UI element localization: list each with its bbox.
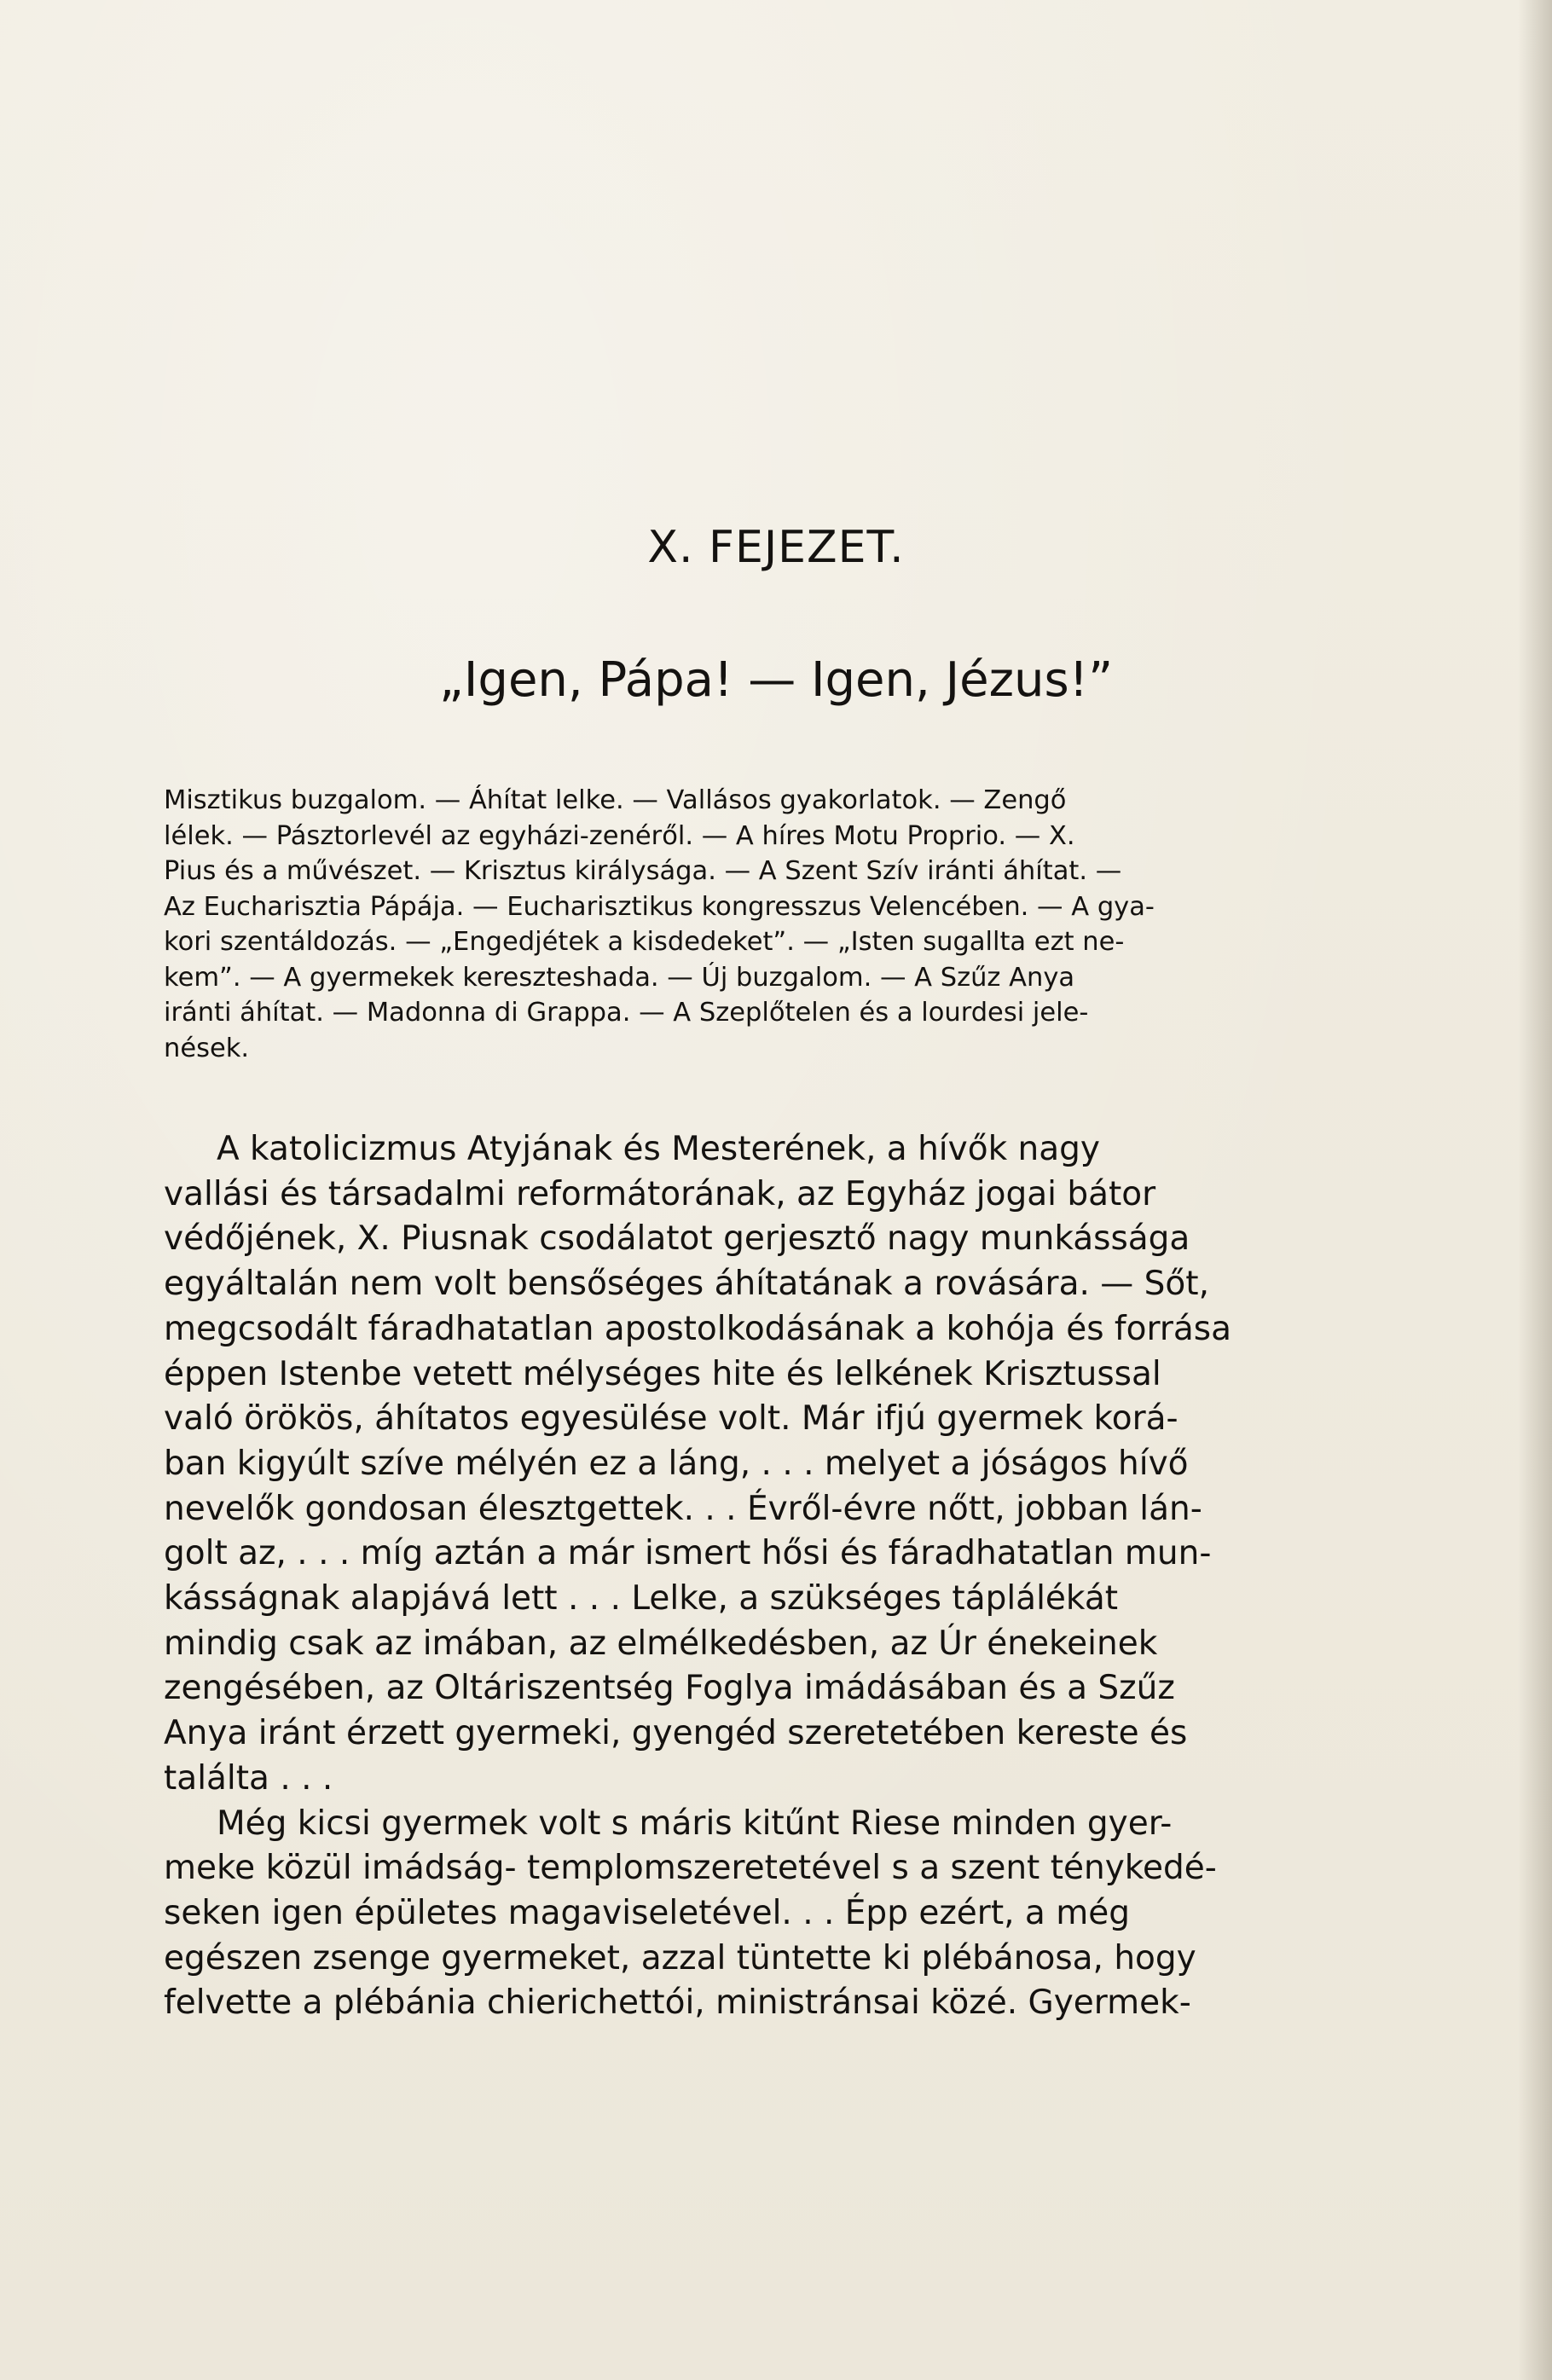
paragraph: A katolicizmus Atyjának és Mesterének, a hívők nagy vallási és társadalmi reformátorának, az Egyház jogai bátor védőjének, X. Piusnak csodálatot gerjesztő nagy munkássága egyáltalán nem volt bensőséges áhítatának a rovására. — Sőt, megcsodált fáradhatatlan apostolkodásának a kohója és forrása éppen Istenbe vetett mélységes hite és lelkének Krisztussal való örökös, áhítatos egyesülése volt. Már ifjú gyermek korá- ban kigyúlt szíve mélyén ez a láng, . . . melyet a jóságos hívő nevelők gondosan élesztgettek. . . Évről-évre nőtt, jobban lán- golt az, . . . míg aztán a már ismert hősi és fáradhatatlan mun- kásságnak alapjává lett . . . Lelke, a szükséges táplálékát mindig csak az imában, az elmélkedésben, az Úr énekeinek zengésében, az Oltáriszentség Foglya imádásában és a Szűz Anya iránt érzett gyermeki, gyengéd szeretetében kereste és találta . . . <box>164 1130 1232 1798</box>
paragraph: Még kicsi gyermek volt s máris kitűnt Riese minden gyer- meke közül imádság- templomszeretetével s a szent ténykedé- seken igen épületes magaviseletével. . . Épp ezért, a még egészen zsenge gyermeket, azzal tüntette ki plébánosa, hogy felvette a plébánia chierichettói, ministránsai közé. Gyermek- <box>164 1804 1217 2023</box>
page-edge-shadow <box>1518 0 1552 2380</box>
chapter-summary: Misztikus buzgalom. — Áhítat lelke. — Vallásos gyakorlatok. — Zengő lélek. — Pásztorlevél az egyházi-zenéről. — A híres Motu Proprio. — X. Pius és a művészet. — Krisztus királysága. — A Szent Szív iránti áhítat. — Az Eucharisztia Pápája. — Eucharisztikus kongresszus Velencében. — A gya- kori szentáldozás. — „Engedjétek a kisdedeket”. — „Isten sugallta ezt ne- kem”. — A gyermekek kereszteshada. — Új buzgalom. — A Szűz Anya iránti áhítat. — Madonna di Grappa. — A Szeplőtelen és a lourdesi jele- nések. <box>164 785 1155 1063</box>
body-text <box>164 1127 1232 2026</box>
chapter-title: X. FEJEZET. <box>647 522 905 573</box>
chapter-subtitle: „Igen, Pápa! — Igen, Jézus!” <box>438 652 1114 708</box>
